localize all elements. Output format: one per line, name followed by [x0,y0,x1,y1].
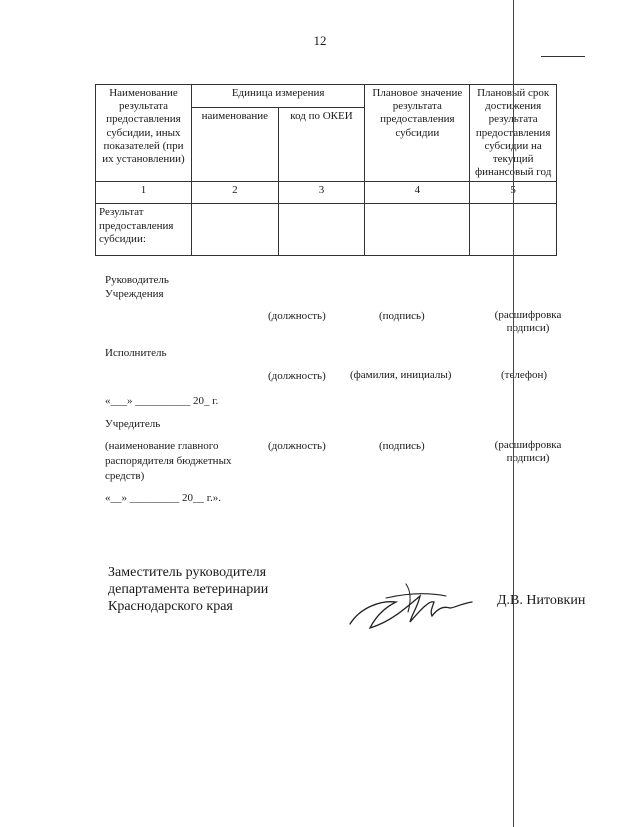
page-number: 12 [313,33,327,48]
column-number: 1 [96,182,192,204]
head-signature-caption: (подпись) [379,310,425,322]
header-unit-name: наименование [192,107,279,182]
header-unit-code: код по ОКЕИ [278,107,365,182]
signer-name: Д.В. Нитовкин [497,593,586,608]
column-number: 5 [470,182,557,204]
header-unit: Единица измерения [192,85,365,108]
signer-title-line1: Заместитель руководителя [108,565,267,580]
executor-date-line: «___» __________ 20_ г. [105,395,219,407]
handwritten-signature [346,578,476,638]
executor-phone-caption: (телефон) [501,369,548,381]
founder-desc-line1: (наименование главного [105,440,219,452]
founder-desc-line2: распорядителя бюджетных [105,455,232,467]
head-label-line2: Учреждения [105,288,164,300]
founder-signature-caption: (подпись) [379,440,425,452]
head-label-line1: Руководитель [105,274,169,286]
signer-title-line3: Краснодарского края [108,599,233,614]
header-result-name: Наименование результата предоставления субсидии, иных показателей (при их установлении) [96,85,192,182]
founder-position-caption: (должность) [268,440,326,452]
column-number: 2 [192,182,279,204]
founder-date-line: «__» _________ 20__ г.». [105,492,222,504]
founder-desc-line3: средств) [105,470,145,482]
subsidy-results-table [95,84,557,256]
head-decoding-caption-line1: (расшифровка [494,309,562,321]
header-planned-value: Плановое значение результата предоставления субсидии [365,85,470,182]
signer-title-line2: департамента ветеринарии [108,582,269,597]
header-planned-date: Плановый срок достижения результата предоставления субсидии на текущий финансовый год [470,85,557,182]
executor-fio-caption: (фамилия, инициалы) [350,369,452,381]
head-position-caption: (должность) [268,310,326,322]
top-rule [541,56,585,57]
executor-label: Исполнитель [105,347,167,359]
founder-decoding-caption-line1: (расшифровка [494,439,562,451]
founder-label: Учредитель [105,418,161,430]
column-number: 3 [278,182,365,204]
executor-position-caption: (должность) [268,370,326,382]
scan-artifact-line [513,0,514,827]
result-cell-unit-name [192,204,279,256]
founder-decoding-caption-line2: подписи) [506,452,550,464]
result-row-label: Результат предоставления субсидии: [96,204,192,256]
result-cell-unit-code [278,204,365,256]
head-decoding-caption-line2: подписи) [506,322,550,334]
column-number: 4 [365,182,470,204]
result-cell-planned-value [365,204,470,256]
